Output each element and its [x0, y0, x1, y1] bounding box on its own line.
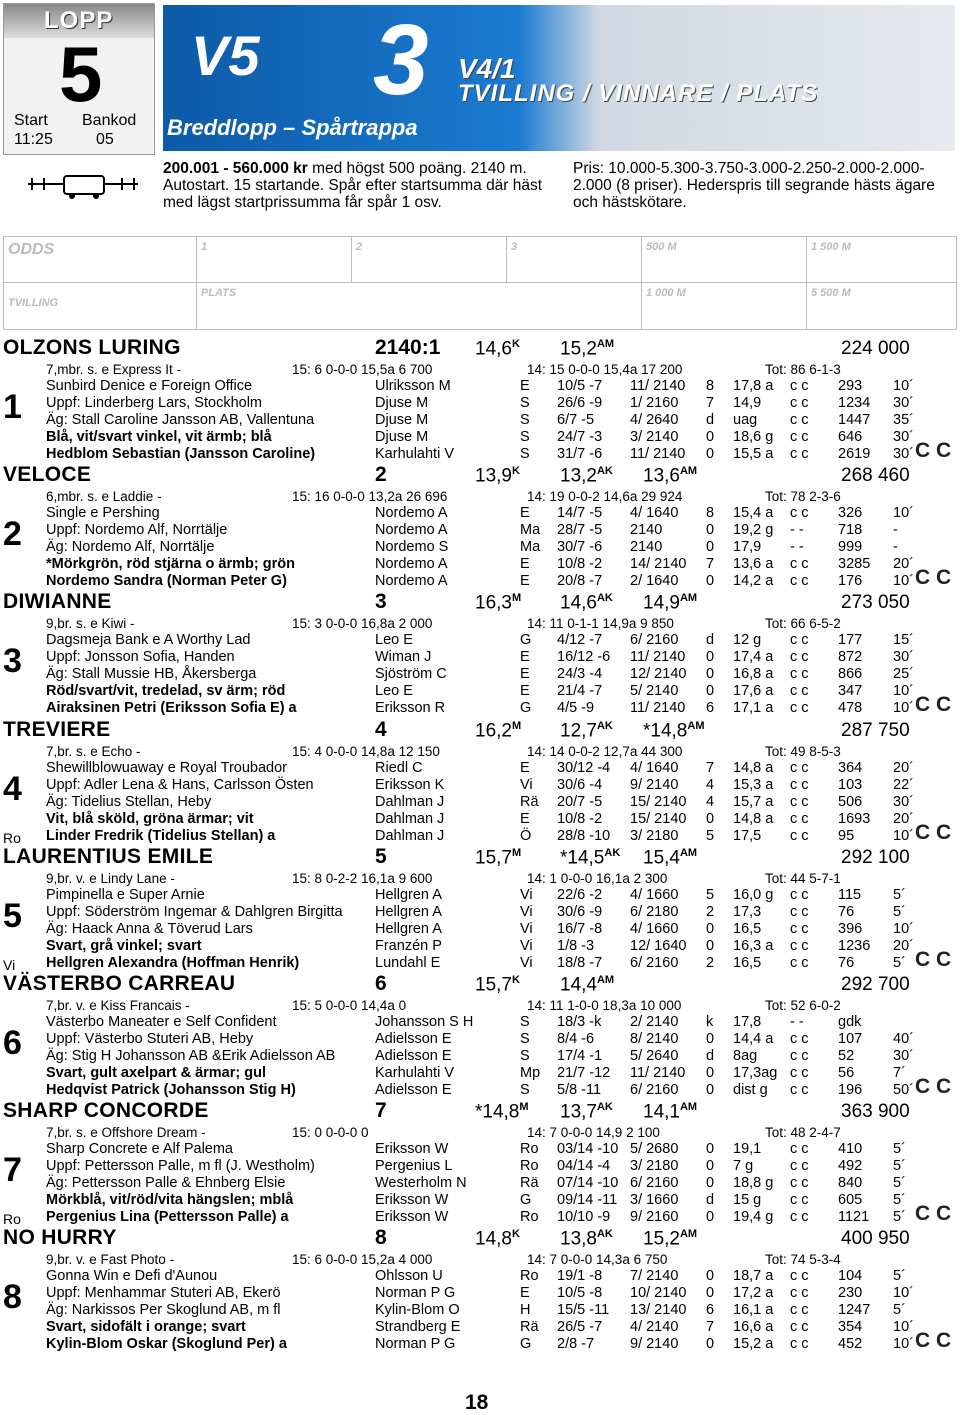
race-banner	[163, 5, 955, 151]
race-line: Hedqvist Patrick (Johansson Stig H) Adielsson E S 5/8 -11 6/ 2160 0 dist g c c 196 50´	[46, 1082, 914, 1098]
record-2: $14,4^{AM}$	[560, 974, 615, 996]
race-line: Single e Pershing Nordemo A E 14/7 -5 4/ 1640 8 15,4 a c c 326 10´	[46, 505, 914, 521]
lopp-header: LOPP	[4, 4, 154, 38]
start-time: 11:25	[14, 131, 53, 148]
total-prize: 292 100	[841, 847, 910, 868]
race-line: Uppf: Jonsson Sofia, Handen Wiman J E 16/12 -6 11/ 2140 0 17,4 a c c 872 30´	[46, 649, 914, 665]
horse-header	[3, 1226, 953, 1250]
bankod-value: 05	[96, 131, 114, 148]
race-line: Sharp Concrete e Alf Palema Eriksson W Ro 03/14 -10 5/ 2680 0 19,1 c c 410 5´	[46, 1141, 906, 1157]
horse-info: 7,br. s. e Offshore Dream - 15: 0 0-0-0 0 14: 7 0-0-0 14,9 2 100 Tot: 48 2-4-7	[46, 1125, 841, 1140]
start-position: 7	[375, 1099, 387, 1122]
race-line: Äg: Tidelius Stellan, Heby Dahlman J Rä 20/7 -5 15/ 2140 4 15,7 a c c 506 30´	[46, 794, 914, 810]
race-line: Gonna Win e Defi d'Aunou Ohlsson U Ro 19/1 -8 7/ 2140 0 18,7 a c c 104 5´	[46, 1268, 906, 1284]
race-number-box	[3, 3, 155, 155]
leg-sub: V4/1	[458, 53, 516, 84]
horse-name: DIWIANNE	[3, 590, 112, 613]
race-line: Uppf: Pettersson Palle, m fl (J. Westholm) Pergenius L Ro 04/14 -4 3/ 2180 0 7 g c c 492 5´	[46, 1158, 906, 1174]
start-number: 4	[3, 770, 22, 808]
horse-entry	[0, 1099, 960, 1225]
start-number: 2	[3, 515, 22, 553]
race-line: Äg: Nordemo Alf, Norrtälje Nordemo S Ma 30/7 -6 2140 0 17,9 - - 999 -	[46, 539, 898, 555]
race-line: Uppf: Adler Lena & Hans, Carlsson Östen Eriksson K Vi 30/6 -4 9/ 2140 4 15,3 a c c 103 22´	[46, 777, 914, 793]
start-position: 8	[375, 1226, 387, 1249]
record-3: $14,1^{AM}$	[643, 1101, 698, 1123]
race-title: Breddlopp – Spårtrappa	[167, 115, 418, 140]
record-1: $16,3^M$	[475, 592, 522, 614]
bankod-label: Bankod	[82, 112, 137, 129]
race-line: Västerbo Maneater e Self Confident Johansson S H S 18/3 -k 2/ 2140 k 17,8 - - gdk	[46, 1014, 862, 1030]
start-number: 7	[3, 1151, 22, 1189]
horse-info: 9,br. v. e Fast Photo - 15: 6 0-0-0 15,2a 4 000 14: 7 0-0-0 14,3a 6 750 Tot: 74 5-3-4	[46, 1252, 841, 1267]
bet-types: TVILLING / VINNARE / PLATS	[458, 80, 819, 107]
total-prize: 287 750	[841, 720, 910, 741]
record-2: $13,2^{AK}$	[560, 465, 613, 487]
race-line: Äg: Narkissos Per Skoglund AB, m fl Kylin-Blom O H 15/5 -11 13/ 2140 6 16,1 a c c 1247 5´	[46, 1302, 906, 1318]
record-3: $14,9^{AM}$	[643, 592, 698, 614]
race-line: Äg: Haack Anna & Töverud Lars Hellgren A Vi 16/7 -8 4/ 1660 0 16,5 c c 396 10´	[46, 921, 914, 937]
race-line: Airaksinen Petri (Eriksson Sofia E) a Eriksson R G 4/5 -9 11/ 2140 6 17,1 a c c 478 10´	[46, 700, 914, 716]
shoe-icon: C C	[915, 439, 952, 462]
race-conditions: 200.001 - 560.000 kr med högst 500 poäng. 2140 m. Autostart. 15 startande. Spår efter startsumma där häst med lägst startprissumma får spår 1 osv.	[163, 160, 543, 211]
record-1: $16,2^M$	[475, 720, 522, 742]
race-line: Uppf: Söderström Ingemar & Dahlgren Birgitta Hellgren A Vi 30/6 -9 6/ 2180 2 17,3 c c 76 5´	[46, 904, 906, 920]
race-line: *Mörkgrön, röd stjärna o ärmb; grön Nordemo A E 10/8 -2 14/ 2140 7 13,6 a c c 3285 20´	[46, 556, 914, 572]
race-number: 5	[59, 30, 103, 118]
horse-header	[3, 463, 953, 487]
horse-entry	[0, 463, 960, 589]
race-line: Nordemo Sandra (Norman Peter G) Nordemo A E 20/8 -7 2/ 1640 0 14,2 a c c 176 10´	[46, 573, 914, 589]
race-line: Äg: Stig H Johansson AB &Erik Adielsson AB Adielsson E S 17/4 -1 5/ 2640 d 8ag c c 52 30´	[46, 1048, 914, 1064]
horse-name: TREVIERE	[3, 718, 111, 741]
horse-entry	[0, 845, 960, 971]
total-prize: 273 050	[841, 592, 910, 613]
horse-header	[3, 1099, 953, 1123]
tvilling-label: TVILLING	[4, 283, 197, 329]
start-position: 5	[375, 845, 387, 868]
start-number: 8	[3, 1278, 22, 1316]
record-3: $*14,8^{AM}$	[643, 720, 705, 742]
race-line: Äg: Pettersson Palle & Ehnberg Elsie Westerholm N Rä 07/14 -10 6/ 2160 0 18,8 g c c 840 5´	[46, 1175, 906, 1191]
race-line: Kylin-Blom Oskar (Skoglund Per) a Norman P G G 2/8 -7 9/ 2140 0 15,2 a c c 452 10´	[46, 1336, 914, 1352]
start-position: 2	[375, 463, 387, 486]
horse-entry	[0, 590, 960, 716]
record-3: $15,2^{AM}$	[643, 1228, 698, 1250]
total-prize: 292 700	[841, 974, 910, 995]
record-1: $13,9^K$	[475, 465, 520, 487]
race-prizes: Pris: 10.000-5.300-3.750-3.000-2.250-2.000-2.000-2.000 (8 priser). Hederspris till segrande hästs ägare och hästskötare.	[573, 160, 935, 211]
record-1: $15,7^K$	[475, 974, 520, 996]
horse-entry	[0, 718, 960, 844]
race-line: Dagsmeja Bank e A Worthy Lad Leo E G 4/12 -7 6/ 2160 d 12 g c c 177 15´	[46, 632, 914, 648]
region-code: Ro	[3, 830, 21, 846]
total-prize: 268 460	[841, 465, 910, 486]
record-1: $14,8^K$	[475, 1228, 520, 1250]
record-2: $*14,5^{AK}$	[560, 847, 621, 869]
race-line: Blå, vit/svart vinkel, vit ärmb; blå Djuse M S 24/7 -3 3/ 2140 0 18,6 g c c 646 30´	[46, 429, 914, 445]
race-line: Svart, sidofält i orange; svart Strandberg E Rä 26/5 -7 4/ 2140 7 16,6 a c c 354 10´	[46, 1319, 914, 1335]
record-3: $13,6^{AM}$	[643, 465, 698, 487]
start-number: 1	[3, 388, 22, 426]
horse-info: 6,mbr. s. e Laddie - 15: 16 0-0-0 13,2a 26 696 14: 19 0-0-2 14,6a 29 924 Tot: 78 2-3-6	[46, 489, 841, 504]
shoe-icon: C C	[915, 821, 952, 844]
horse-entry	[0, 972, 960, 1098]
record-1: $15,7^M$	[475, 847, 522, 869]
shoe-icon: C C	[915, 1075, 952, 1098]
odds-label: ODDS	[4, 237, 197, 283]
horse-name: VELOCE	[3, 463, 92, 486]
plats-label: PLATS	[197, 283, 642, 329]
start-number: 6	[3, 1024, 22, 1062]
record-2: $13,8^{AK}$	[560, 1228, 613, 1250]
horse-header	[3, 972, 953, 996]
record-2: $13,7^{AK}$	[560, 1101, 613, 1123]
horse-header	[3, 590, 953, 614]
race-line: Mörkblå, vit/röd/vita hängslen; mblå Eriksson W G 09/14 -11 3/ 1660 d 15 g c c 605 5´	[46, 1192, 906, 1208]
start-position: 2140:1	[375, 336, 441, 359]
autostart-car-icon	[28, 170, 138, 200]
odds-box: ODDS 1 2 3 500 M 1 500 M TVILLING PLATS 1 000 M 5 500 M	[3, 236, 957, 330]
start-position: 3	[375, 590, 387, 613]
shoe-icon: C C	[915, 693, 952, 716]
horse-name: NO HURRY	[3, 1226, 117, 1249]
leg-number: 3	[373, 5, 429, 116]
race-line: Hellgren Alexandra (Hoffman Henrik) Lundahl E Vi 18/8 -7 6/ 2160 2 16,5 c c 76 5´	[46, 955, 906, 971]
region-code: Ro	[3, 1211, 21, 1227]
shoe-icon: C C	[915, 566, 952, 589]
race-line: Uppf: Västerbo Stuteri AB, Heby Adielsson E S 8/4 -6 8/ 2140 0 14,4 a c c 107 40´	[46, 1031, 914, 1047]
horse-header	[3, 845, 953, 869]
race-line: Hedblom Sebastian (Jansson Caroline) Karhulahti V S 31/7 -6 11/ 2140 0 15,5 a c c 2619 30´	[46, 446, 914, 462]
horse-entry	[0, 336, 960, 462]
record-2: $12,7^{AK}$	[560, 720, 613, 742]
race-line: Pergenius Lina (Pettersson Palle) a Eriksson W Ro 10/10 -9 9/ 2160 0 19,4 g c c 1121 5´	[46, 1209, 906, 1225]
start-position: 6	[375, 972, 387, 995]
horse-info: 9,br. s. e Kiwi - 15: 3 0-0-0 16,8a 2 000 14: 11 0-1-1 14,9a 9 850 Tot: 66 6-5-2	[46, 616, 841, 631]
race-line: Uppf: Linderberg Lars, Stockholm Djuse M S 26/6 -9 1/ 2160 7 14,9 c c 1234 30´	[46, 395, 914, 411]
start-label: Start	[14, 112, 48, 129]
start-number: 5	[3, 897, 22, 935]
race-line: Svart, gult axelpart & ärmar; gul Karhulahti V Mp 21/7 -12 11/ 2140 0 17,3ag c c 56 7´	[46, 1065, 906, 1081]
horse-name: SHARP CONCORDE	[3, 1099, 209, 1122]
horse-info: 7,br. v. e Kiss Francais - 15: 5 0-0-0 14,4a 0 14: 11 1-0-0 18,3a 10 000 Tot: 52 6-0-2	[46, 998, 841, 1013]
shoe-icon: C C	[915, 1329, 952, 1352]
region-code: Vi	[3, 957, 16, 973]
shoe-icon: C C	[915, 1202, 952, 1225]
horse-info: 7,mbr. s. e Express It - 15: 6 0-0-0 15,5a 6 700 14: 15 0-0-0 15,4a 17 200 Tot: 86 6-1-3	[46, 362, 841, 377]
record-1: $14,6^K$	[475, 338, 520, 360]
horse-header	[3, 336, 953, 360]
record-2: $14,6^{AK}$	[560, 592, 613, 614]
horse-name: LAURENTIUS EMILE	[3, 845, 214, 868]
horse-name: OLZONS LURING	[3, 336, 181, 359]
race-line: Pimpinella e Super Arnie Hellgren A Vi 22/6 -2 4/ 1660 5 16,0 g c c 115 5´	[46, 887, 906, 903]
record-3: $15,4^{AM}$	[643, 847, 698, 869]
race-line: Svart, grå vinkel; svart Franzén P Vi 1/8 -3 12/ 1640 0 16,3 a c c 1236 20´	[46, 938, 914, 954]
total-prize: 400 950	[841, 1228, 910, 1249]
race-line: Röd/svart/vit, tredelad, sv ärm; röd Leo E E 21/4 -7 5/ 2140 0 17,6 a c c 347 10´	[46, 683, 914, 699]
race-line: Shewillblowuaway e Royal Troubador Riedl C E 30/12 -4 4/ 1640 7 14,8 a c c 364 20´	[46, 760, 914, 776]
total-prize: 224 000	[841, 338, 910, 359]
start-position: 4	[375, 718, 387, 741]
race-line: Linder Fredrik (Tidelius Stellan) a Dahlman J Ö 28/8 -10 3/ 2180 5 17,5 c c 95 10´	[46, 828, 914, 844]
horse-info: 7,br. s. e Echo - 15: 4 0-0-0 14,8a 12 150 14: 14 0-0-2 12,7a 44 300 Tot: 49 8-5-3	[46, 744, 841, 759]
race-line: Äg: Stall Caroline Jansson AB, Vallentuna Djuse M S 6/7 -5 4/ 2640 d uag c c 1447 35´	[46, 412, 914, 428]
horse-header	[3, 718, 953, 742]
race-line: Äg: Stall Mussie HB, Åkersberga Sjöström C E 24/3 -4 12/ 2140 0 16,8 a c c 866 25´	[46, 666, 914, 682]
record-2: $15,2^{AM}$	[560, 338, 615, 360]
start-number: 3	[3, 642, 22, 680]
record-1: $*14,8^M$	[475, 1101, 529, 1123]
shoe-icon: C C	[915, 948, 952, 971]
race-line: Vit, blå sköld, gröna ärmar; vit Dahlman J E 10/8 -2 15/ 2140 0 14,8 a c c 1693 20´	[46, 811, 914, 827]
game-logo: V5	[191, 24, 260, 87]
page-number: 18	[465, 1391, 489, 1414]
horse-name: VÄSTERBO CARREAU	[3, 972, 236, 995]
race-line: Sunbird Denice e Foreign Office Ulriksson M E 10/5 -7 11/ 2140 8 17,8 a c c 293 10´	[46, 378, 914, 394]
total-prize: 363 900	[841, 1101, 910, 1122]
race-line: Uppf: Menhammar Stuteri AB, Ekerö Norman P G E 10/5 -8 10/ 2140 0 17,2 a c c 230 10´	[46, 1285, 914, 1301]
race-line: Uppf: Nordemo Alf, Norrtälje Nordemo A Ma 28/7 -5 2140 0 19,2 g - - 718 -	[46, 522, 898, 538]
horse-info: 9,br. v. e Lindy Lane - 15: 8 0-2-2 16,1a 9 600 14: 1 0-0-0 16,1a 2 300 Tot: 44 5-7-1	[46, 871, 841, 886]
horse-entry	[0, 1226, 960, 1352]
